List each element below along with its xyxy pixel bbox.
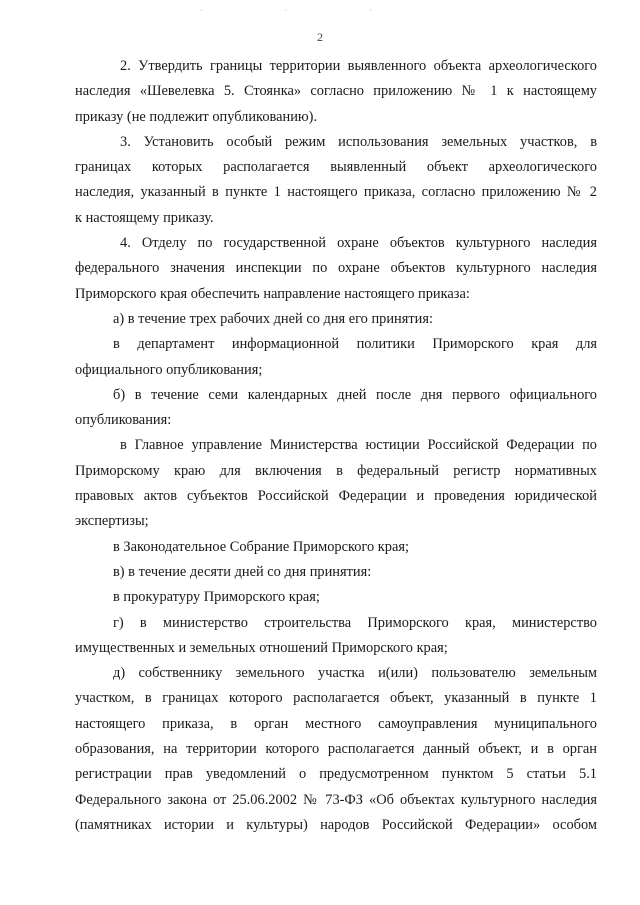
text-line: настоящего приказа, в орган местного самоуправления муниципального (75, 715, 597, 732)
text-line: 3. Установить особый режим использования земельных участков, в (120, 133, 597, 150)
text-line: наследия «Шевелевка 5. Стоянка» согласно приложению № 1 к настоящему (75, 83, 597, 100)
text-line: границах которых располагается выявленный объект археологического (75, 159, 597, 176)
scan-artifact: · · · (200, 6, 412, 15)
text-line: образования, на территории которого располагается данный объект, и в орган (75, 741, 597, 758)
page-number: 2 (317, 30, 323, 44)
text-line: Приморскому краю для включения в федеральный регистр нормативных (75, 462, 597, 479)
text-line: в департамент информационной политики Приморского края для (113, 336, 597, 353)
text-line: регистрации прав уведомлений о предусмотренном пунктом 5 статьи 5.1 (75, 766, 597, 783)
text-line: д) собственнику земельного участка и(или) пользователю земельным (113, 665, 597, 682)
text-line: в) в течение десяти дней со дня принятия: (113, 563, 372, 580)
text-line: официального опубликования; (75, 361, 263, 378)
text-line: опубликования: (75, 412, 172, 429)
text-line: Приморского края обеспечить направление настоящего приказа: (75, 285, 470, 302)
text-line: федерального значения инспекции по охране объектов культурного наследия (75, 260, 597, 277)
text-line: имущественных и земельных отношений Приморского края; (75, 639, 448, 656)
text-line: 2. Утвердить границы территории выявленного объекта археологического (120, 58, 597, 74)
text-line: в Главное управление Министерства юстиции Российской Федерации по (120, 437, 597, 454)
text-line: к настоящему приказу. (75, 209, 214, 226)
text-line: (памятниках истории и культуры) народов Российской Федерации» особом (75, 816, 597, 833)
text-line: наследия, указанный в пункте 1 настоящего приказа, согласно приложению № 2 (75, 184, 597, 201)
text-line: правовых актов субъектов Российской Федерации и проведения юридической (75, 488, 597, 505)
text-line: в Законодательное Собрание Приморского края; (113, 538, 409, 555)
text-line: Федерального закона от 25.06.2002 № 73-ФЗ «Об объектах культурного наследия (75, 791, 597, 808)
text-line: экспертизы; (75, 513, 149, 530)
text-line: 4. Отделу по государственной охране объектов культурного наследия (120, 235, 597, 252)
text-line: приказу (не подлежит опубликованию). (75, 108, 318, 125)
text-line: б) в течение семи календарных дней после дня первого официального (113, 386, 597, 403)
text-line: участком, в границах которого располагается объект, указанный в пункте 1 (75, 690, 597, 707)
document-body (75, 54, 597, 838)
text-line: в прокуратуру Приморского края; (113, 589, 320, 606)
text-line: а) в течение трех рабочих дней со дня его принятия: (113, 310, 433, 327)
text-line: г) в министерство строительства Приморского края, министерство (113, 614, 597, 631)
